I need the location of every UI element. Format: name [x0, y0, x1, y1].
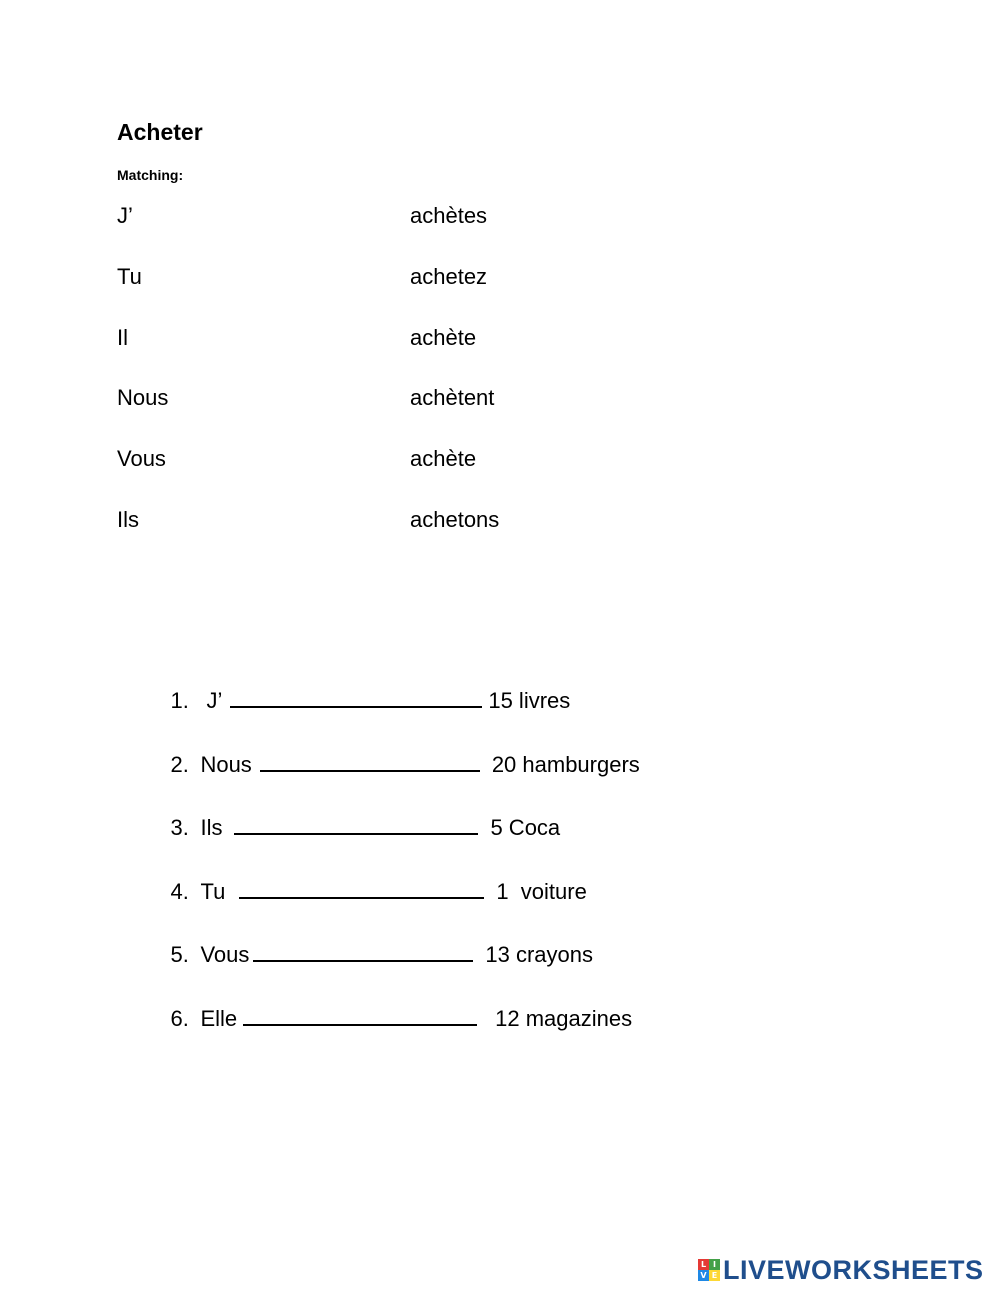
matching-pronoun: Ils [117, 507, 139, 532]
matching-verb: achète [410, 446, 477, 471]
matching-pronoun: Nous [117, 385, 169, 410]
matching-verb: achète [410, 325, 477, 350]
matching-pronoun: Tu [117, 264, 142, 289]
logo-tile: L [698, 1259, 709, 1270]
matching-row [117, 385, 717, 415]
matching-heading: Matching: [117, 167, 184, 183]
matching-row [117, 446, 717, 476]
matching-verb: achetez [410, 264, 488, 289]
question-row [146, 853, 587, 904]
answer-blank[interactable] [239, 879, 484, 899]
question-object: 5 Coca [490, 815, 561, 840]
answer-blank[interactable] [243, 1006, 477, 1026]
question-number: 4. [170, 879, 189, 904]
question-object: 15 livres [488, 688, 571, 713]
question-object: 20 hamburgers [491, 752, 640, 777]
logo-text: LIVEWORKSHEETS [723, 1254, 984, 1285]
matching-row [117, 264, 717, 294]
question-object: 12 magazines [495, 1006, 633, 1031]
logo-tile: I [709, 1259, 720, 1270]
answer-blank[interactable] [230, 688, 482, 708]
matching-pronoun: J’ [117, 203, 133, 228]
question-object: 1 voiture [496, 879, 587, 904]
matching-pronoun: Vous [117, 446, 166, 471]
question-subject: J’ [206, 688, 223, 713]
matching-row [117, 325, 717, 355]
question-row [146, 916, 594, 967]
matching-row [117, 507, 717, 537]
question-subject: Tu [200, 879, 226, 904]
question-row [146, 980, 633, 1031]
question-subject: Ils [200, 815, 223, 840]
matching-verb: achètes [410, 203, 488, 228]
question-number: 1. [170, 688, 189, 713]
matching-row [117, 203, 717, 233]
question-row [146, 662, 571, 713]
question-subject: Elle [200, 1006, 238, 1031]
question-object: 13 crayons [485, 942, 594, 967]
matching-verb: achètent [410, 385, 495, 410]
logo-tile: E [709, 1270, 720, 1281]
matching-pronoun: Il [117, 325, 128, 350]
answer-blank[interactable] [253, 942, 473, 962]
worksheet-title: Acheter [117, 119, 203, 145]
question-subject: Vous [200, 942, 250, 967]
question-row [146, 726, 640, 777]
question-number: 2. [170, 752, 189, 777]
question-row [146, 789, 561, 840]
matching-verb: achetons [410, 507, 500, 532]
question-number: 5. [170, 942, 189, 967]
logo-tile: V [698, 1270, 709, 1281]
answer-blank[interactable] [260, 752, 480, 772]
answer-blank[interactable] [234, 815, 478, 835]
liveworksheets-logo [698, 1255, 984, 1285]
liveworksheets-logo-icon [698, 1259, 720, 1281]
question-subject: Nous [200, 752, 252, 777]
question-number: 6. [170, 1006, 189, 1031]
question-number: 3. [170, 815, 189, 840]
